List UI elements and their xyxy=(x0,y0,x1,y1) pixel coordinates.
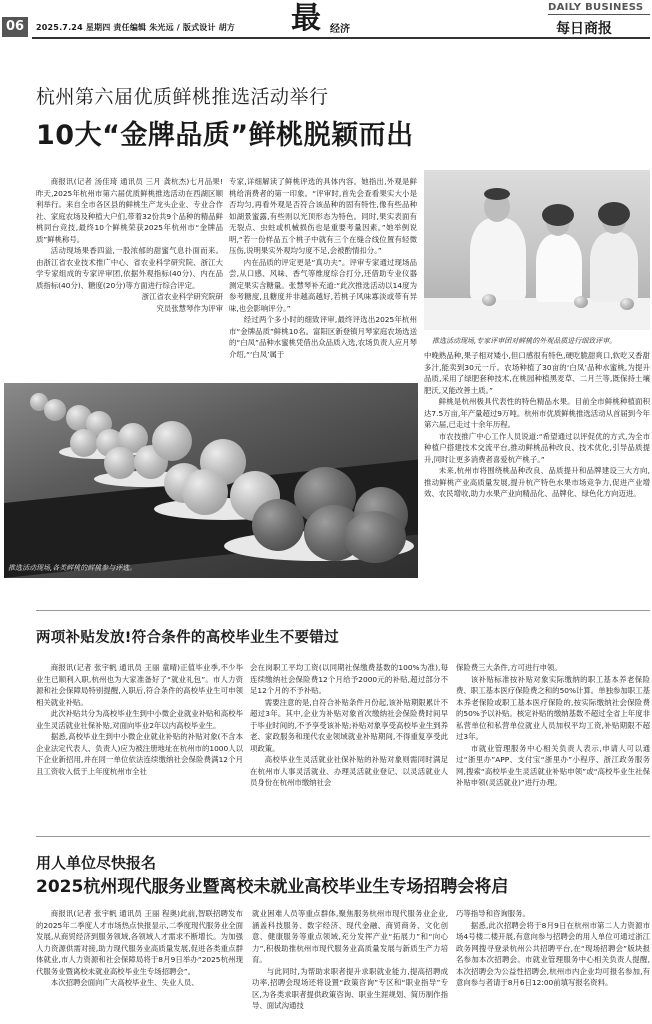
paragraph: 巧等指导和咨询服务。 xyxy=(456,909,530,918)
article3-title: 2025杭州现代服务业暨离校未就业高校毕业生专场招聘会将启 xyxy=(36,877,509,897)
section-divider xyxy=(36,836,650,837)
paragraph: 专家,详细解读了鲜桃评选的具体内容。她指出,外观是鲜桃给消费者的第一印象。“评审时,首先会查看果实大小是否均匀,再看外观是否符合该品种的固有特性,像有些品种如湖景蜜露,有些则以光顶形态为特色。同时,果实表面有无裂点、虫蛀或机械损伤也是重要考量因素。”她举例说明,“若一份样品五个桃子中就有三个在缝合线位置有轻微压伤,说明果实外观均匀度不足,会被酌情扣分。” xyxy=(229,177,417,255)
photo-person xyxy=(470,218,526,300)
newspaper-brand: 每日商报 xyxy=(556,21,612,37)
peach xyxy=(152,421,192,461)
paragraph: 中晚熟品种,果子相对矮小,但口感很有特色,硬吃脆甜爽口,软吃又香甜多汁,能卖到30元一斤。农场种植了30亩的‘白凤’品种水蜜桃,为提升品质,采用了绿肥套种技术,在桃园种植黑麦草、二月兰等,既保持土壤肥沃,又能改善土质。” xyxy=(424,351,650,395)
photo-person xyxy=(590,232,638,302)
section-name: 经济 xyxy=(330,24,350,35)
paragraph: 该补贴标准按补贴对象实际缴纳的职工基本养老保险费、职工基本医疗保险费之和的50%计算。单独参加职工基本养老保险或职工基本医疗保险的,按实际缴纳社会保险费的50%予以补贴。核定补贴的缴纳基数不超过全省上年度非私营单位和私营单位就业人员加权平均工资,补贴期限不超过3年。 xyxy=(456,674,650,741)
section-divider xyxy=(36,610,650,611)
peach xyxy=(620,298,634,310)
peach xyxy=(252,499,304,551)
article2-col1 xyxy=(36,662,243,777)
photo-person xyxy=(536,234,582,302)
peach xyxy=(482,294,496,306)
article2-col2 xyxy=(250,662,448,789)
paragraph: 高校毕业生灵活就业社保补贴的补贴对象则需同时满足在杭州市人事灵活就业、办理灵活就业登记、以灵活就业人员身份在杭州市缴纳社会 xyxy=(250,755,448,787)
photo-hair xyxy=(484,188,510,200)
peach xyxy=(44,399,66,421)
article1-col3 xyxy=(424,350,650,500)
peach xyxy=(574,296,588,308)
paragraph: 与此同时,为帮助求职者提升求职就业能力,提高招聘成功率,招聘会现场还将设置“政策咨询”专区和“职业指导”专区,为各类求职者提供政策咨询、职业生涯规划、简历制作指导、面试沟通技 xyxy=(252,966,448,1010)
paragraph: 商报讯(记者 张宇帆 通讯员 王丽 童晴)正值毕业季,不少毕业生已顺利入职,杭州也为大家准备好了“就业礼包”。市人力资源和社会保障局特别提醒,入职后,符合条件的高校毕业生可申领相关就业补贴。 xyxy=(36,663,243,707)
section-logo: 最 xyxy=(291,1,321,36)
daily-business-label: DAILY BUSINESS xyxy=(548,2,644,13)
header-divider xyxy=(548,14,650,15)
header-rule xyxy=(32,37,650,39)
paragraph: 商报讯(记者 汤佳琦 通讯员 三月 龚杭杰)七月品果!昨天,2025年杭州市第六届优质鲜桃推选活动在西湖区顺利举行。来自全市各区县的鲜桃生产龙头企业、专业合作社、家庭农场及种植大户们,带着32份共9个品种的精品鲜桃同台竞技,最终10个鲜桃荣获2025年杭州市“金牌品质”鲜桃称号。 xyxy=(36,177,223,244)
article3-col3 xyxy=(456,908,650,989)
photo-hair xyxy=(542,204,574,226)
paragraph: 据悉,此次招聘会将于8月9日在杭州市第二人力资源市场4号楼二楼开展,有意向参与招聘会的用人单位可通过浙江政务网搜寻登录杭州公共招聘平台,在“现场招聘会”版块报名参加本次招聘会。市就业管理服务中心相关负责人提醒,本次招聘会为公益性招聘会,杭州市内企业均可报名参加,有意向参与者请于8月6日12:00前填写报名资料。 xyxy=(456,920,650,987)
article1-subtitle: 杭州第六届优质鲜桃推选活动举行 xyxy=(36,86,329,108)
peach xyxy=(344,511,406,563)
paragraph: 未来,杭州市将围绕桃品种改良、品质提升和品牌建设三大方向,推动鲜桃产业高质量发展,提升杭产特色水果市场竞争力,促进产业增效、农民增收,助力水果产业向精品化、品牌化、绿色化方向迈进。 xyxy=(424,466,650,498)
paragraph: 市就业管理服务中心相关负责人表示,申请人可以通过“浙里办”APP、支付宝“浙里办”小程序、浙江政务服务网,搜索“高校毕业生灵活就业补贴申领”或“高校毕业生社保补贴申领(灵活就业)”进行办理。 xyxy=(456,743,650,787)
peach-display-photo xyxy=(4,383,418,578)
paragraph: 本次招聘会面向广大高校毕业生、失业人员、 xyxy=(50,978,199,987)
paragraph: 浙江省农业科学研究院研 xyxy=(141,292,223,301)
paragraph: 活动现场果香四溢,一股浓郁的甜蜜气息扑面而来。由浙江省农业技术推广中心、省农业科学研究院、浙江大学专家组成的专家评审团,依据外观指标(40分)、内在品质指标(40分)、糖度(20分)等方面进行综合评定。 xyxy=(36,246,223,290)
photo1-caption: 推选活动现场,各类鲜桃的鲜桃参与评选。 xyxy=(8,564,137,572)
paragraph: 商报讯(记者 张宇帆 通讯员 王丽 程奥)此前,智联招聘发布的2025年二季度人才市场热点快报显示,二季度现代服务业全面发展,从商贸经济到服务领域,各领域人才需求不断增长。为加强人力资源供需对接,助力现代服务业高质量发展,促进各类重点群体就业,市人力资源和社会保障局将于8月9日举办“2025杭州现代服务业暨离校未就业高校毕业生专场招聘会”。 xyxy=(36,909,243,976)
paragraph: 就业困难人员等重点群体,聚焦服务杭州市现代服务业企业,涵盖科技服务、数字经济、现代金融、商贸商务、文化创意、健康服务等重点领域,充分发挥产业“拓展力”和“向心力”,积极助推杭州市现代服务业高质量发展与新质生产力培育。 xyxy=(252,909,448,964)
article2-title: 两项补贴发放!符合条件的高校毕业生不要错过 xyxy=(36,630,339,646)
header-meta: 2025.7.24 星期四 责任编辑 朱光远 / 版式设计 胡方 xyxy=(36,23,236,32)
paragraph: 究员张慧琴作为评审 xyxy=(156,303,223,313)
article3-col1 xyxy=(36,908,243,989)
paragraph: 内在品质的评定更是“真功夫”。评审专家通过现场品尝,从口感、风味、香气等维度综合打分,还借助专业仪器测定果实含糖量。张慧琴补充道:“此次推选活动以14度为参考糖度,且糖度并非越高越好,若桃子风味寡淡或带有异味,也会影响评分。” xyxy=(229,257,417,313)
peach xyxy=(70,429,98,457)
paragraph: 需要注意的是,自符合补贴条件月份起,该补贴期限累计不超过3年。其中,企业为补贴对象首次缴纳社会保险费时间早于毕业时间的,不予享受该补贴;补贴对象享受高校毕业生到养老、家政服务和现代农业领域就业补贴期间,不得重复享受此项政策。 xyxy=(250,697,448,753)
paragraph: 保险费三大条件,方可进行申领。 xyxy=(456,663,562,672)
page-number: 06 xyxy=(2,17,28,37)
article3-kicker: 用人单位尽快报名 xyxy=(36,854,157,872)
paragraph: 鲜桃是杭州极具代表性的特色精品水果。目前全市鲜桃种植面积达7.5万亩,年产量超过9万吨。杭州市优质鲜桃推选活动从首届到今年第六届,已走过十余年历程。 xyxy=(424,397,650,429)
article1-col1 xyxy=(36,176,223,314)
photo2-caption: 推选活动现场,专家评审团对鲜桃的外观品质进行细致评审。 xyxy=(432,337,617,345)
paragraph: 据悉,高校毕业生到中小微企业就业补贴的补贴对象(不含本企业法定代表人、负责人)应为被注册地址在杭州市的1000人以下企业新招用,并在同一单位依法连续缴纳社会保险费满12个月且工资收入低于上年度杭州市全社 xyxy=(36,732,243,776)
peach xyxy=(104,447,136,479)
article3-col2 xyxy=(252,908,448,1012)
paragraph: 会在岗职工平均工资(以同期社保缴费基数的100%为准),每连续缴纳社会保险费12个月给予2000元的补贴,超过部分不足12个月的不予补贴。 xyxy=(250,663,448,695)
photo-hair xyxy=(598,202,630,226)
judges-photo xyxy=(424,170,650,330)
article2-col3 xyxy=(456,662,650,789)
paragraph: 经过两个多小时的细致评审,最终评选出2025年杭州市“金牌品质”鲜桃10名。富阳区新登镇月琴家庭农场选送的“白凤”品种水蜜桃凭借出众品质入选,农场负责人应月琴介绍,“‘白凤’属于 xyxy=(229,315,417,359)
paragraph: 此次补贴共分为高校毕业生到中小微企业就业补贴和高校毕业生灵活就业社保补贴,对面向毕业2年以内高校毕业生。 xyxy=(36,709,243,730)
article1-title: 10大“金牌品质”鲜桃脱颖而出 xyxy=(36,120,414,151)
page-header xyxy=(0,0,652,44)
article1-col2 xyxy=(229,176,417,360)
paragraph: 市农技推广中心工作人员说道:“希望通过以评促优的方式,为全市种植户搭建技术交流平台,推动鲜桃品种改良、技术优化,引导品质提升,同时让更多消费者喜爱杭产桃子。” xyxy=(424,431,650,464)
photo-table xyxy=(424,298,650,330)
peach xyxy=(182,469,228,515)
